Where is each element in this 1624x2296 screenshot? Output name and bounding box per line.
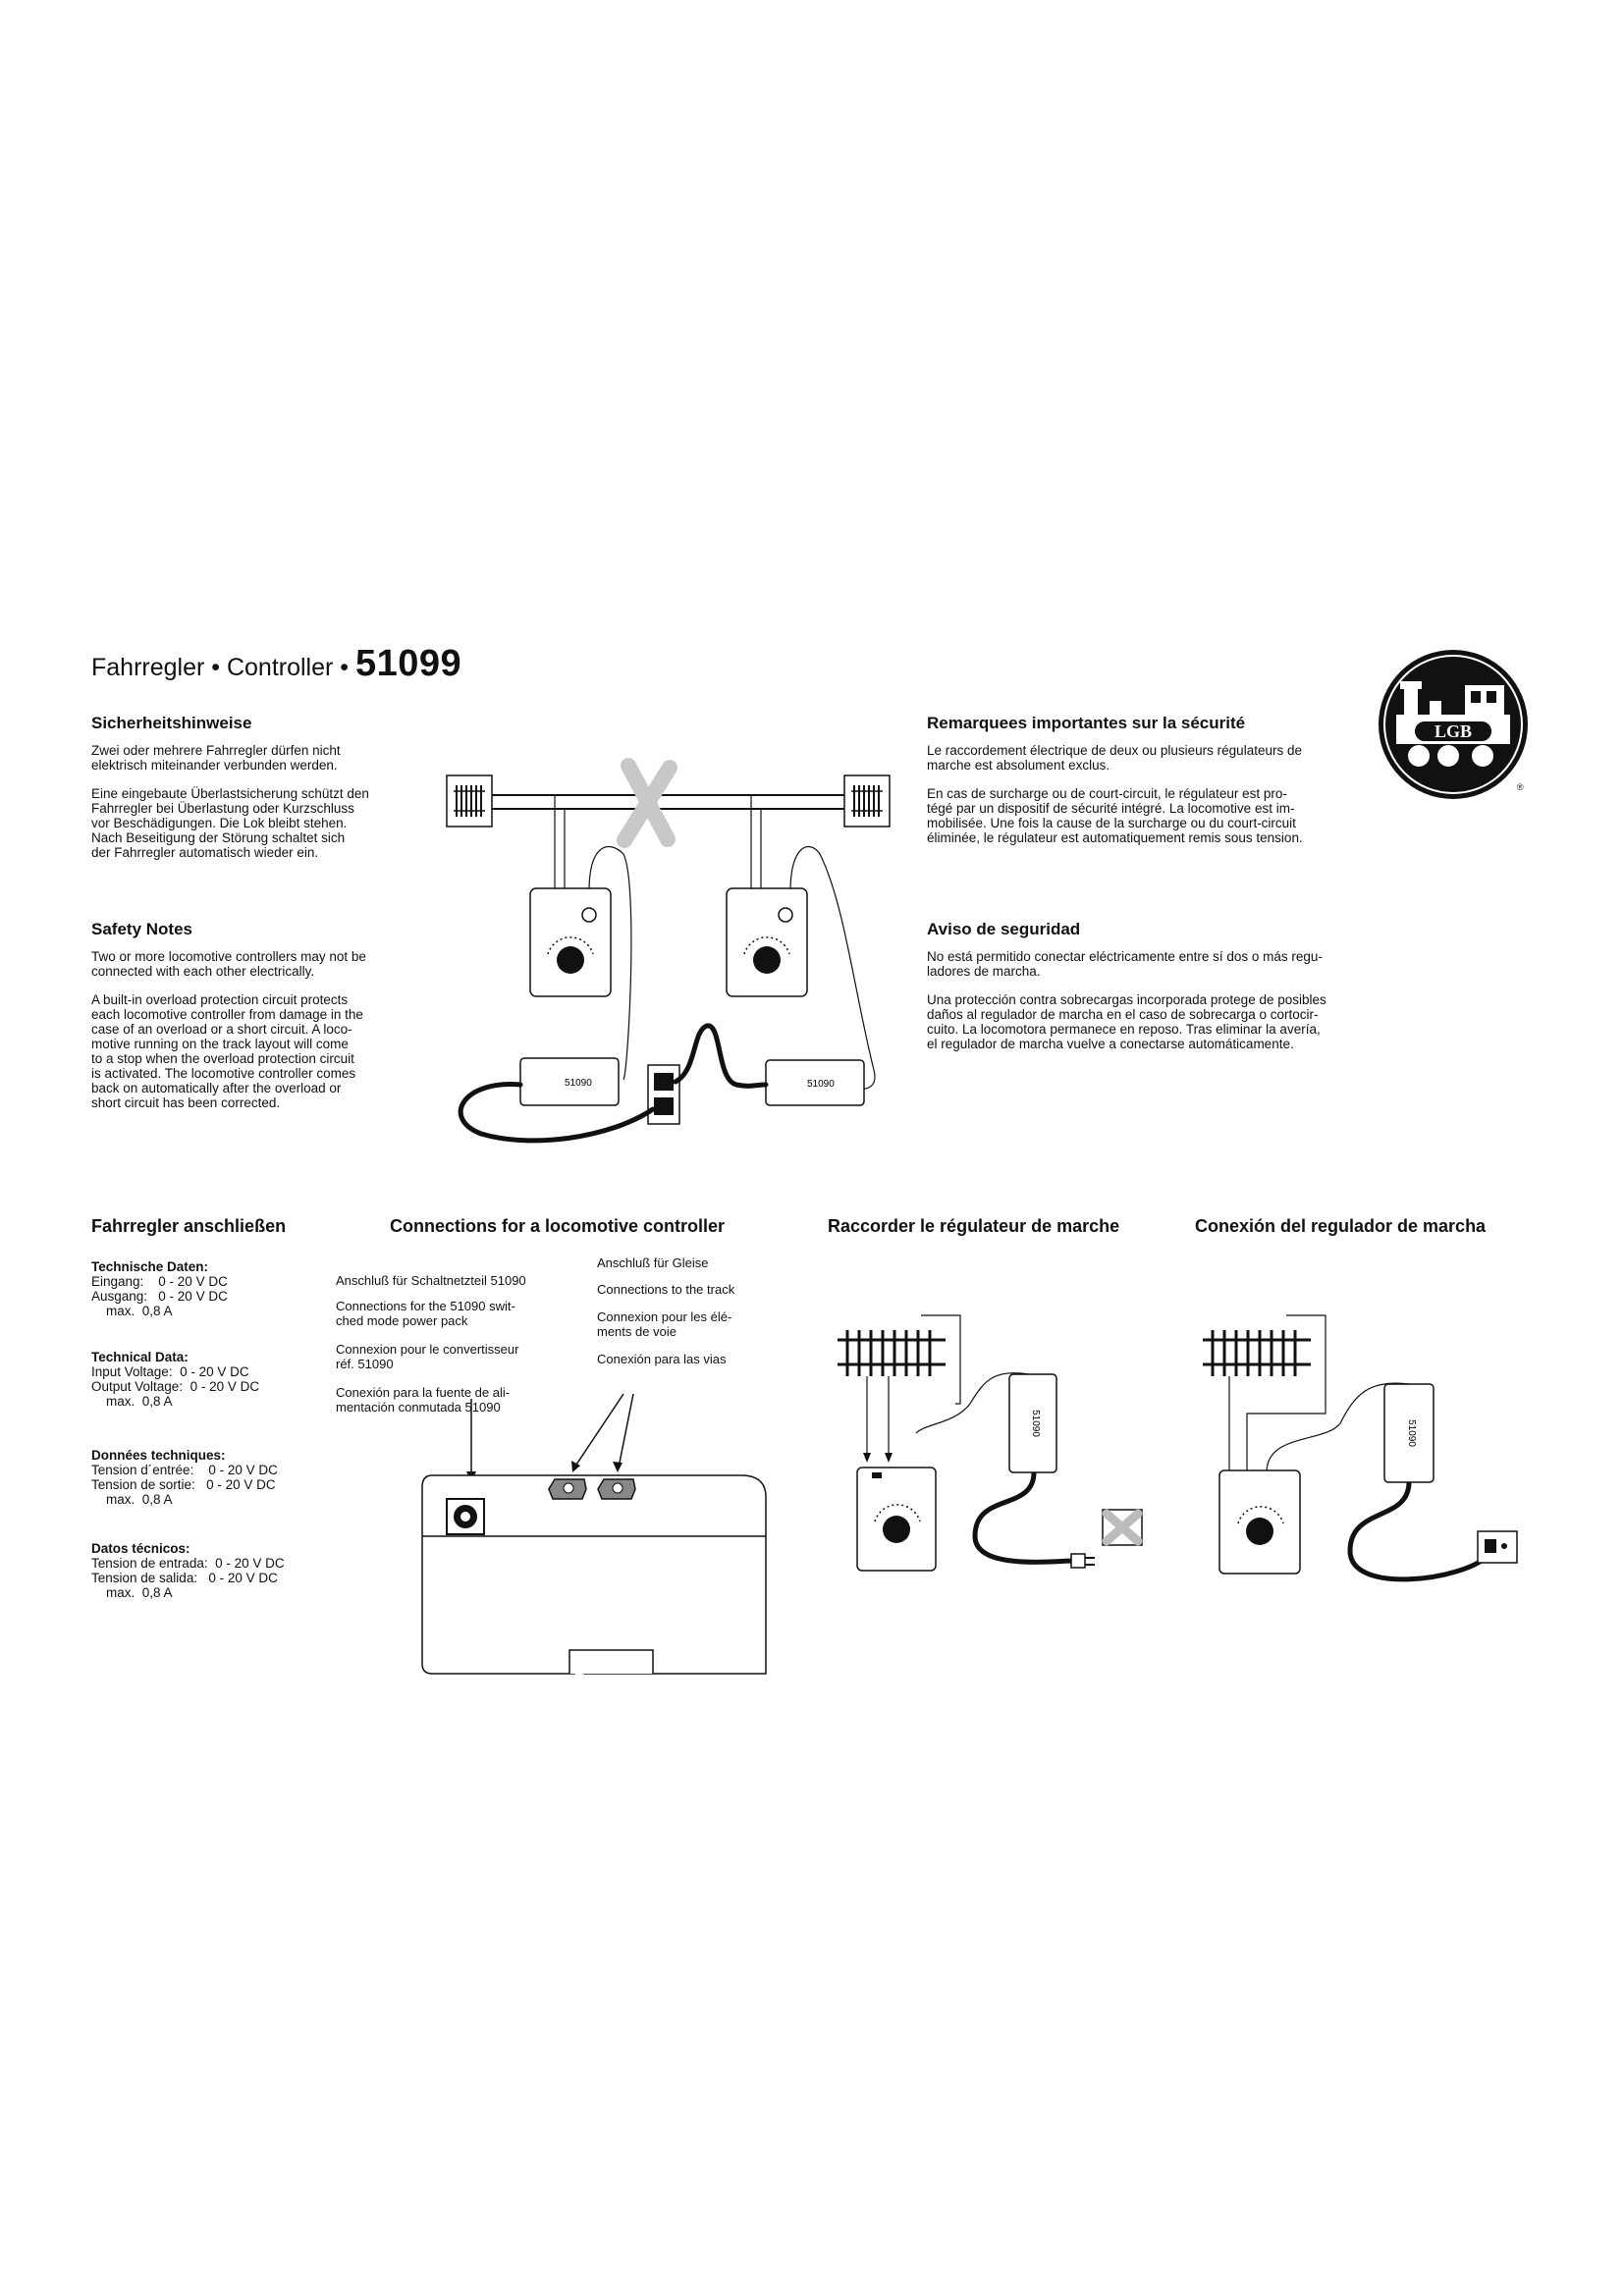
track-label-de: Anschluß für Gleise <box>597 1255 709 1270</box>
safety-fr <box>927 714 1388 845</box>
track-section-icon <box>1203 1330 1311 1376</box>
power-label-de: Anschluß für Schaltnetzteil 51090 <box>336 1273 526 1288</box>
safety-fr-p2: En cas de surcharge ou de court-circuit, le régulateur est pro- tégé par un dispositif de sécurité intégré. La locomotive est im- mobilisée. Une fois la cause de la surcharge ou du court-circuit éliminée, le régulateur est automatiquement remis sous tension. <box>927 786 1303 845</box>
tech-es-line: max. 0,8 A <box>91 1585 173 1600</box>
controller-left <box>530 888 611 996</box>
tech-es-line: Tension de entrada: 0 - 20 V DC <box>91 1556 285 1571</box>
track-section-icon <box>838 1330 946 1376</box>
track-label-fr: Connexion pour les élé- ments de voie <box>597 1309 732 1339</box>
power-pack-left-label: 51090 <box>565 1078 592 1089</box>
prohibited-x-icon <box>624 766 670 840</box>
safety-de-p2: Eine eingebaute Überlastsicherung schützt den Fahrregler bei Überlastung oder Kurzschluss vor Beschädigungen. Die Lok bleibt stehen. Nach Beseitigung der Störung schaltet sich der Fahrregler automatisch wieder ein. <box>91 786 369 860</box>
tech-fr <box>91 1448 347 1507</box>
safety-de <box>91 714 415 860</box>
tech-de <box>91 1259 347 1318</box>
safety-es-p1: No está permitido conectar eléctricamente entre sí dos o más regu- ladores de marcha. <box>927 949 1323 979</box>
tech-en-line: Output Voltage: 0 - 20 V DC <box>91 1379 260 1394</box>
page-title <box>91 643 461 685</box>
power-pack-fr-label: 51090 <box>1030 1410 1041 1437</box>
tech-en-line: max. 0,8 A <box>91 1394 173 1409</box>
tech-en <box>91 1350 347 1409</box>
controller-closeup-diagram <box>417 1369 781 1693</box>
tech-fr-line: Tension d´entrée: 0 - 20 V DC <box>91 1463 278 1477</box>
safety-en-heading: Safety Notes <box>91 920 192 938</box>
safety-en-p1: Two or more locomotive controllers may not be connected with each other electrically. <box>91 949 366 979</box>
power-pack-es-label: 51090 <box>1406 1419 1417 1447</box>
safety-diagram <box>442 746 903 1158</box>
title-prefix: Fahrregler • Controller • <box>91 654 350 681</box>
tech-en-line: Input Voltage: 0 - 20 V DC <box>91 1364 249 1379</box>
wall-socket-icon <box>1103 1510 1142 1545</box>
power-pack-left <box>520 1058 619 1105</box>
safety-en <box>91 920 425 1110</box>
power-label-es: Conexión para la fuente de ali- mentación conmutada 51090 <box>336 1385 511 1415</box>
plug-icon <box>1071 1554 1095 1568</box>
connect-en-heading: Connections for a locomotive controller <box>390 1216 726 1236</box>
connect-es-heading: Conexión del regulador de marcha <box>1195 1216 1487 1236</box>
tech-de-line: max. 0,8 A <box>91 1304 173 1318</box>
connection-diagram-es <box>1188 1286 1561 1620</box>
registered-mark: ® <box>1517 782 1524 792</box>
track-terminal-icon <box>598 1479 635 1499</box>
tech-es-line: Tension de salida: 0 - 20 V DC <box>91 1571 278 1585</box>
tech-fr-heading: Données techniques: <box>91 1448 226 1463</box>
power-label-fr: Connexion pour le convertisseur réf. 51090 <box>336 1342 519 1371</box>
tech-es <box>91 1541 347 1600</box>
track-box-right <box>844 775 890 827</box>
logo-text: LGB <box>1434 721 1473 741</box>
power-socket-icon <box>447 1499 484 1534</box>
controller-es <box>1219 1470 1300 1574</box>
connection-diagram-fr <box>828 1286 1181 1620</box>
power-pack-right-label: 51090 <box>807 1079 835 1090</box>
tech-de-line: Eingang: 0 - 20 V DC <box>91 1274 228 1289</box>
tech-fr-line: Tension de sortie: 0 - 20 V DC <box>91 1477 276 1492</box>
connect-de-heading: Fahrregler anschließen <box>91 1216 287 1236</box>
safety-de-p1: Zwei oder mehrere Fahrregler dürfen nicht elektrisch miteinander verbunden werden. <box>91 743 341 773</box>
safety-es-heading: Aviso de seguridad <box>927 920 1081 938</box>
wall-socket-icon <box>648 1065 679 1124</box>
safety-en-p2: A built-in overload protection circuit protects each locomotive controller from damage in the case of an overload or a short circuit. A loco- motive running on the track layout will come to a stop when the overload protection circuit is activated. The locomotive controller comes back on automatically after the overload or short circuit has been corrected. <box>91 992 363 1110</box>
track-terminal-icon <box>549 1479 586 1499</box>
tech-de-heading: Technische Daten: <box>91 1259 209 1274</box>
track-box-left <box>447 775 492 827</box>
controller-right <box>727 888 807 996</box>
power-label-en: Connections for the 51090 swit- ched mode power pack <box>336 1299 515 1328</box>
controller-fr <box>857 1468 936 1571</box>
safety-fr-p1: Le raccordement électrique de deux ou plusieurs régulateurs de marche est absolument exclus. <box>927 743 1302 773</box>
title-number: 51099 <box>355 643 462 684</box>
track-label-en: Connections to the track <box>597 1282 735 1297</box>
tech-de-line: Ausgang: 0 - 20 V DC <box>91 1289 228 1304</box>
connect-fr-heading: Raccorder le régulateur de marche <box>828 1216 1120 1236</box>
lgb-logo <box>1375 646 1532 803</box>
safety-de-heading: Sicherheitshinweise <box>91 714 252 732</box>
safety-es-p2: Una protección contra sobrecargas incorporada protege de posibles daños al regulador de marcha en el caso de sobrecarga o cortocir- cuito. La locomotora permanece en reposo. Tras eliminar la avería, el regulador de marcha vuelve a conectarse automáticamente. <box>927 992 1326 1051</box>
wall-socket-icon <box>1478 1531 1517 1563</box>
track-label-es: Conexión para las vias <box>597 1352 727 1366</box>
power-pack-es <box>1384 1384 1434 1482</box>
tech-es-heading: Datos técnicos: <box>91 1541 190 1556</box>
power-pack-fr <box>1009 1374 1056 1472</box>
safety-fr-heading: Remarquees importantes sur la sécurité <box>927 714 1246 732</box>
safety-es <box>927 920 1388 1051</box>
tech-en-heading: Technical Data: <box>91 1350 189 1364</box>
tech-fr-line: max. 0,8 A <box>91 1492 173 1507</box>
power-pack-right <box>766 1060 864 1105</box>
